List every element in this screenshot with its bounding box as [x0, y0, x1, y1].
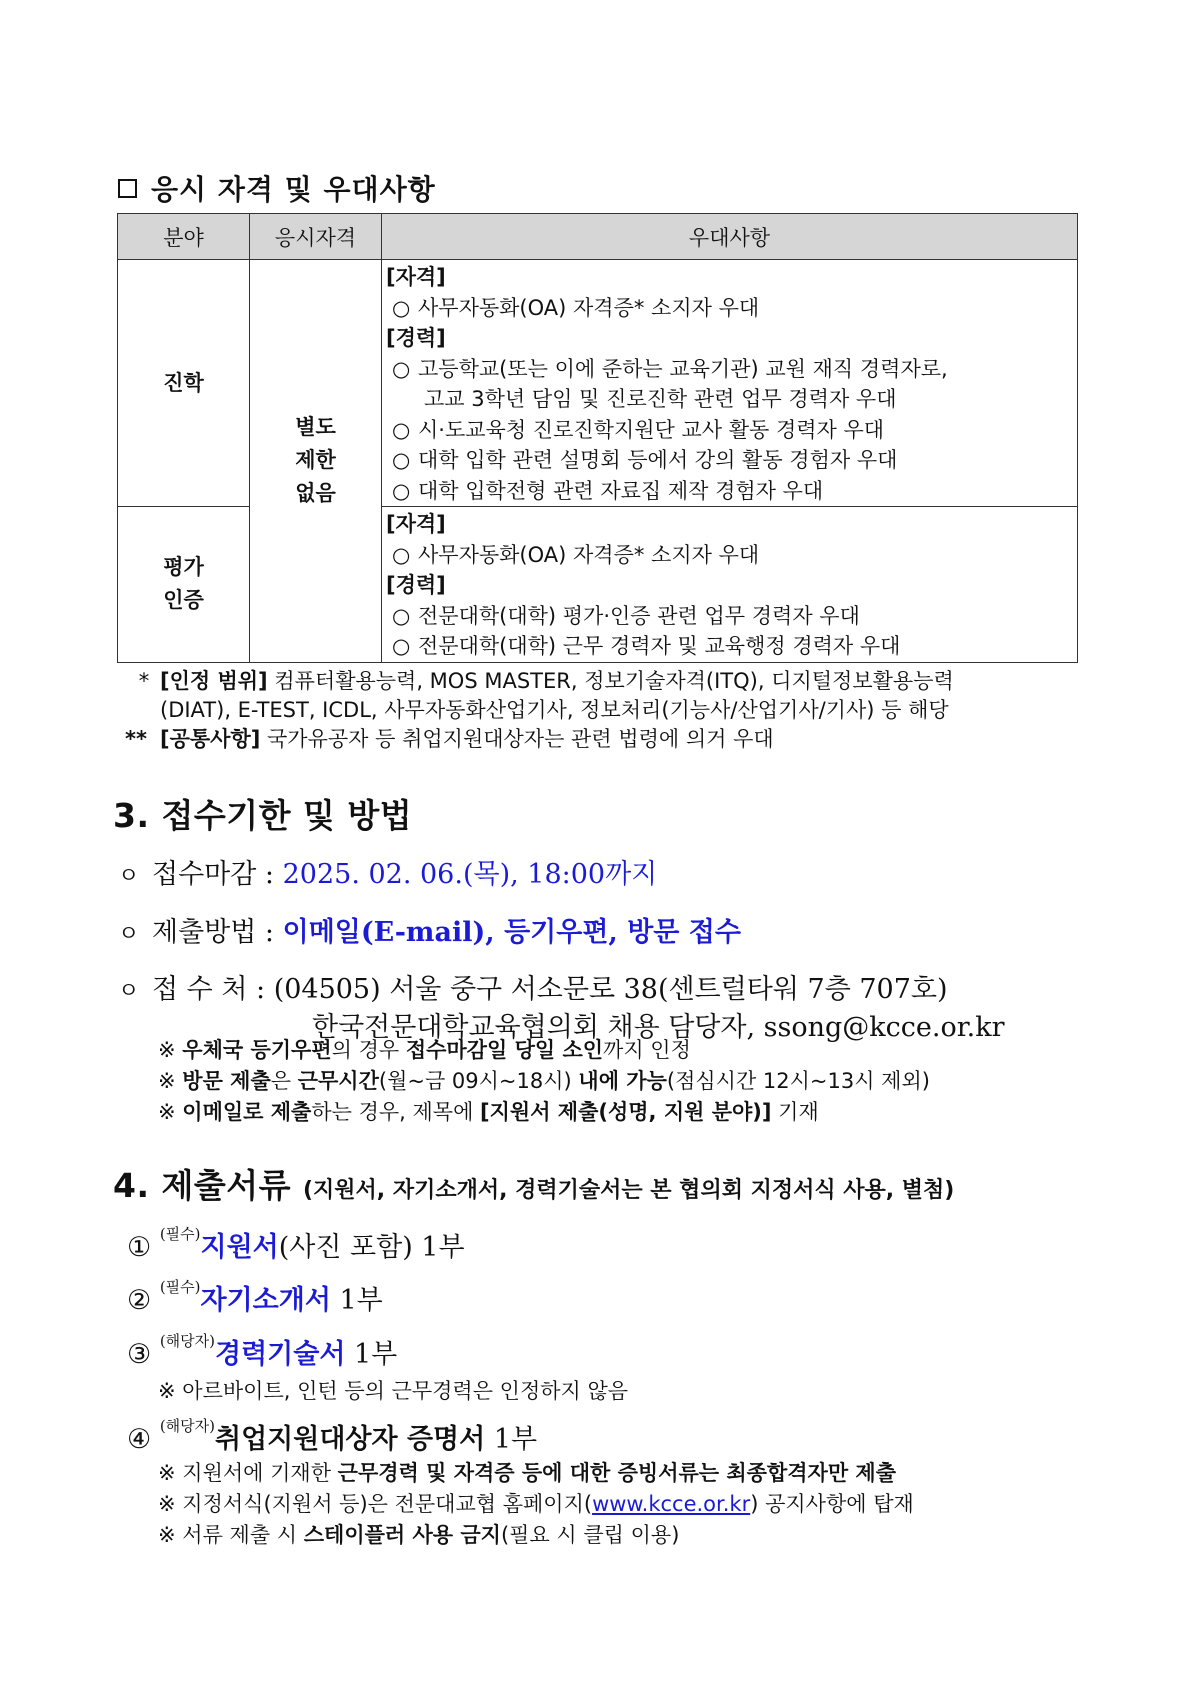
doc-item-3: [127, 1332, 397, 1371]
item-rest: 1부: [330, 1285, 383, 1316]
section4-notes: [158, 1458, 914, 1551]
item-name: 경력기술서: [215, 1339, 346, 1370]
item-number: ②: [127, 1285, 152, 1316]
place-row: [118, 967, 948, 1006]
pref-heading: [경력]: [386, 326, 446, 350]
circle-bullet-icon: ○: [392, 542, 411, 567]
note-item: ※ 지정서식(지원서 등)은 전문대교협 홈페이지(www.kcce.or.kr) 공지사항에 탑재: [158, 1492, 914, 1516]
circle-bullet-icon: ○: [392, 417, 411, 442]
qual-line: 없음: [295, 481, 336, 506]
section3-notes: [158, 1035, 930, 1128]
item-tag: (필수): [159, 1278, 201, 1296]
item-tag: (해당자): [159, 1332, 215, 1350]
place-value: (04505) 서울 중구 서소문로 38(센트럴타워 7층 707호): [273, 974, 948, 1005]
kcce-homepage-link[interactable]: www.kcce.or.kr: [592, 1492, 751, 1516]
preference-cell-admission: [382, 260, 1078, 507]
header-preference: 우대사항: [382, 214, 1078, 260]
method-value: 이메일(E-mail), 등기우편, 방문 접수: [282, 917, 741, 948]
method-label: 제출방법 :: [152, 917, 275, 948]
footnote-recognition: * [인정 범위] 컴퓨터활용능력, MOS MASTER, 정보기술자격(ITQ), 디지털정보활용능력 (DIAT), E-TEST, ICDL, 사무자동화산업기사, 정보처리(기능사/산업기사/기사) 등 해당: [128, 667, 1088, 725]
qual-line: 제한: [295, 448, 336, 473]
circle-bullet-icon: ○: [392, 295, 411, 320]
list-item: ○ 고등학교(또는 이에 준하는 교육기관) 교원 재직 경력자로,: [386, 354, 1073, 385]
circle-bullet-icon: ○: [392, 356, 411, 381]
item-tag: (해당자): [159, 1417, 215, 1435]
header-qualification: 응시자격: [250, 214, 382, 260]
pref-heading: [자격]: [386, 265, 446, 289]
list-item: ○ 사무자동화(OA) 자격증* 소지자 우대: [386, 293, 1073, 324]
item-tag: (필수): [159, 1225, 201, 1243]
asterisk-mark: *: [138, 669, 150, 693]
item-number: ①: [127, 1232, 152, 1263]
field-cell-evaluation: 평가 인증: [118, 507, 250, 663]
qualification-table: [117, 213, 1078, 663]
section-title-text: 응시 자격 및 우대사항: [151, 173, 436, 206]
item-rest: 1부: [485, 1424, 538, 1455]
deadline-label: 접수마감 :: [152, 859, 275, 890]
note-item: ※ 우체국 등기우편의 경우 접수마감일 당일 소인까지 인정: [158, 1038, 691, 1062]
pref-heading: [자격]: [386, 512, 446, 536]
deadline-value: 2025. 02. 06.(목), 18:00까지: [282, 859, 658, 890]
place-value-line2: 한국전문대학교육협의회 채용 담당자, ssong@kcce.or.kr: [312, 1012, 1005, 1043]
qualification-cell: [250, 260, 382, 663]
item-name: 자기소개서: [200, 1285, 331, 1316]
doc-item-4: [127, 1417, 537, 1456]
deadline-row: [118, 852, 657, 891]
list-item: ○ 전문대학(대학) 근무 경력자 및 교육행정 경력자 우대: [386, 631, 1073, 662]
field-cell-admission: 진학: [118, 260, 250, 507]
note-item: ※ 지원서에 기재한 근무경력 및 자격증 등에 대한 증빙서류는 최종합격자만 제출: [158, 1461, 896, 1485]
reference-mark: ※: [158, 1379, 176, 1403]
preference-cell-evaluation: [382, 507, 1078, 663]
reference-mark: ※: [158, 1100, 176, 1124]
section-4-title: 4. 제출서류 (지원서, 자기소개서, 경력기술서는 본 협의회 지정서식 사용, 별첨): [113, 1166, 955, 1205]
circle-bullet-icon: ○: [392, 448, 411, 472]
item-name: 지원서: [200, 1232, 279, 1263]
list-item: ○ 시·도교육청 진로진학지원단 교사 활동 경력자 우대: [386, 415, 1073, 446]
double-asterisk-mark: **: [125, 727, 147, 751]
reference-mark: ※: [158, 1038, 176, 1062]
note-item: ※ 이메일로 제출하는 경우, 제목에 [지원서 제출(성명, 지원 분야)] 기재: [158, 1100, 819, 1124]
circle-bullet-icon: ○: [392, 603, 411, 628]
doc-item-1: [127, 1225, 465, 1264]
bullet-icon: ㅇ: [118, 922, 140, 947]
circle-bullet-icon: ○: [392, 478, 411, 503]
item-name: 취업지원대상자 증명서: [215, 1424, 486, 1455]
list-item: ○ 대학 입학 관련 설명회 등에서 강의 활동 경험자 우대: [386, 445, 1073, 476]
table-header-row: [118, 214, 1078, 260]
reference-mark: ※: [158, 1461, 176, 1485]
item-rest: (사진 포함) 1부: [278, 1232, 465, 1263]
note-item: ※ 서류 제출 시 스테이플러 사용 금지(필요 시 클립 이용): [158, 1523, 680, 1547]
pref-heading: [경력]: [386, 573, 446, 597]
item-rest: 1부: [345, 1339, 398, 1370]
circle-bullet-icon: ○: [392, 634, 411, 658]
list-item: ○ 대학 입학전형 관련 자료집 제작 경험자 우대: [386, 476, 1073, 507]
section-3-title: 3. 접수기한 및 방법: [113, 796, 413, 835]
section-title-qualification: [118, 168, 436, 208]
footnote-common: ** [공통사항] 국가유공자 등 취업지원대상자는 관련 법령에 의거 우대: [125, 725, 774, 754]
header-field: 분야: [118, 214, 250, 260]
reference-mark: ※: [158, 1492, 176, 1516]
table-row: [118, 260, 1078, 507]
note-item: ※ 방문 제출은 근무시간(월~금 09시~18시) 내에 가능(점심시간 12시~13시 제외): [158, 1069, 930, 1093]
place-label: 접 수 처 :: [152, 974, 266, 1005]
bullet-icon: ㅇ: [118, 864, 140, 889]
list-item: ○ 사무자동화(OA) 자격증* 소지자 우대: [386, 540, 1073, 571]
section-4-subtitle: (지원서, 자기소개서, 경력기술서는 본 협의회 지정서식 사용, 별첨): [303, 1178, 955, 1203]
method-row: [118, 910, 741, 949]
doc-item-2: [127, 1278, 383, 1317]
reference-mark: ※: [158, 1523, 176, 1547]
doc-item-3-note: ※ 아르바이트, 인턴 등의 근무경력은 인정하지 않음: [158, 1379, 629, 1403]
item-number: ④: [127, 1424, 152, 1455]
item-number: ③: [127, 1339, 152, 1370]
bullet-icon: ㅇ: [118, 979, 140, 1004]
list-item-continuation: 고교 3학년 담임 및 진로진학 관련 업무 경력자 우대: [424, 387, 897, 411]
square-icon: [118, 179, 137, 198]
reference-mark: ※: [158, 1069, 176, 1093]
qual-line: 별도: [295, 415, 336, 440]
list-item: ○ 전문대학(대학) 평가·인증 관련 업무 경력자 우대: [386, 601, 1073, 632]
